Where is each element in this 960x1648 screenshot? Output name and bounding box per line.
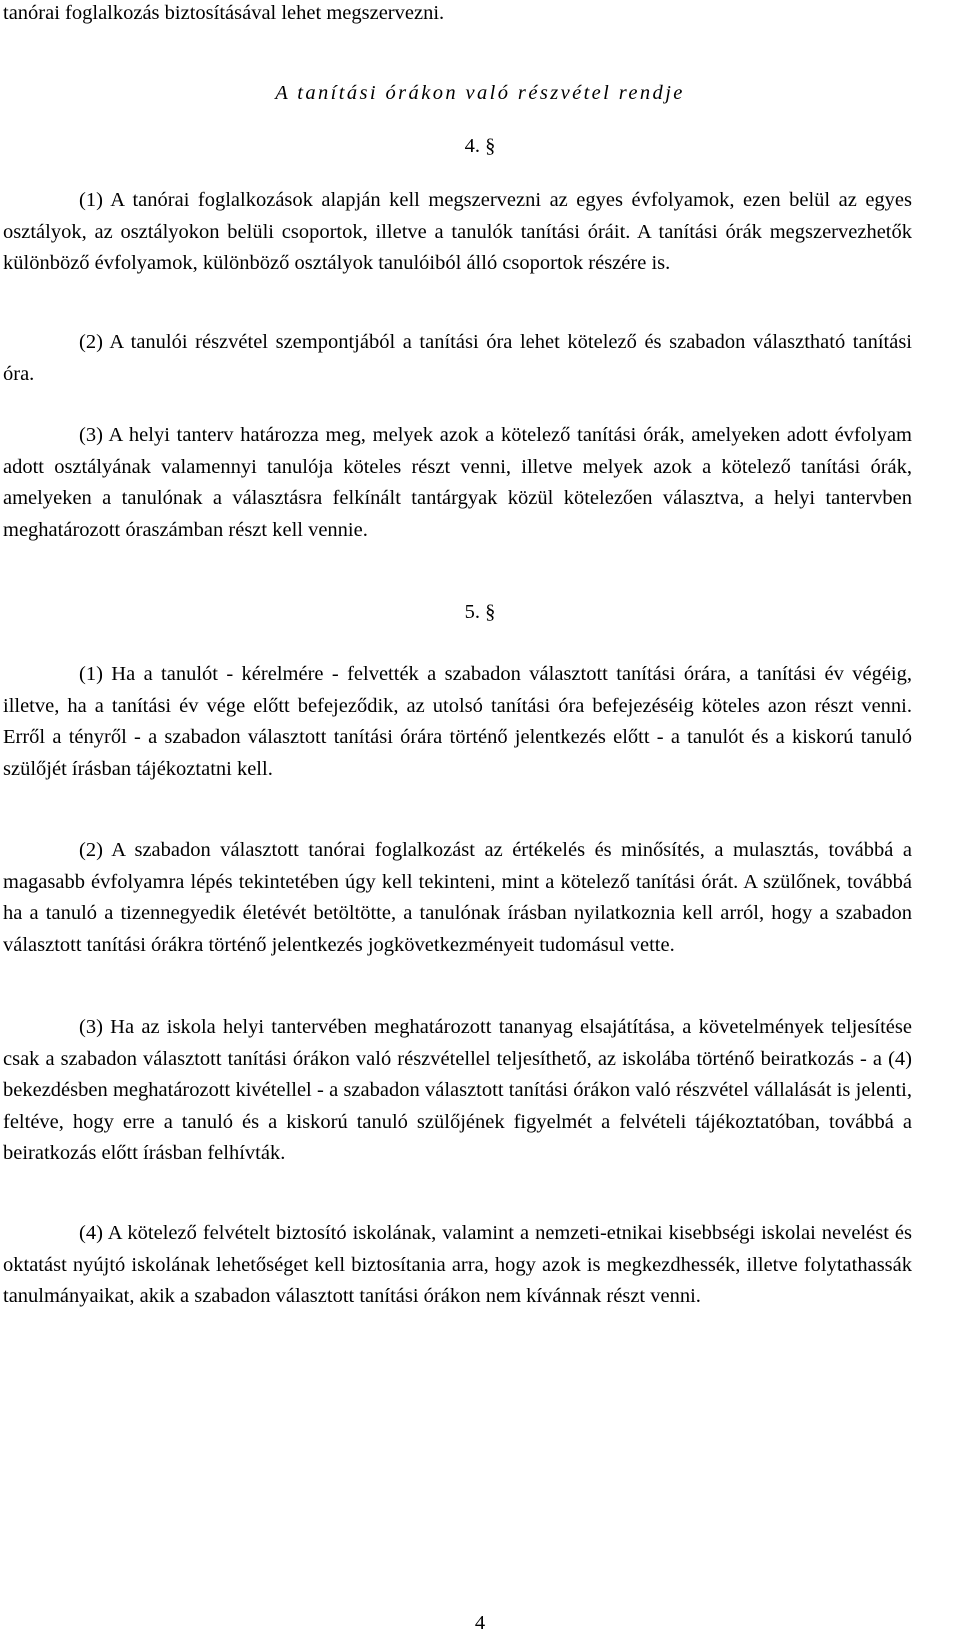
section-4-paragraph-1-text: (1) A tanórai foglalkozások alapján kell megszervezni az egyes évfolyamok, ezen belül az egyes osztályok, az osztályokon belüli csoportok, illetve a tanulók tanítási óráit. A tanítási órák megszervezhetők különböző évfolyamok, különböző osztályok tanulóiból álló csoportok részére is. [3, 189, 912, 274]
lead-text: tanórai foglalkozás biztosításával lehet megszervezni. [3, 2, 445, 24]
section-4-paragraph-2 [3, 327, 912, 390]
section-4-paragraph-3-text: (3) A helyi tanterv határozza meg, melyek azok a kötelező tanítási órák, amelyeken adott évfolyam adott osztályának valamennyi tanulója köteles részt venni, illetve melyek azok a kötelező tanítási órák, amelyeken a tanulónak a választásra felkínált tantárgyak közül kötelezően választva, a helyi tantervben meghatározott óraszámban részt kell vennie. [3, 424, 912, 541]
section-4-paragraph-2-text: (2) A tanulói részvétel szempontjából a tanítási óra lehet kötelező és szabadon választható tanítási óra. [3, 331, 912, 385]
section-5-paragraph-3-text: (3) Ha az iskola helyi tantervében meghatározott tananyag elsajátítása, a követelmények teljesítése csak a szabadon választott tanítási órákon való részvétellel teljesíthető, az iskolába történő beiratkozás - a (4) bekezdésben meghatározott kivétellel - a szabadon választott tanítási órákon való részvétel vállalását is jelenti, feltéve, hogy erre a tanuló és a kiskorú tanuló szülőjének figyelmét a felvételi tájékoztatóban, továbbá a beiratkozás előtt írásban felhívták. [3, 1016, 912, 1164]
section-5-paragraph-2-text: (2) A szabadon választott tanórai foglalkozást az értékelés és minősítés, a mulasztás, továbbá a magasabb évfolyamra lépés tekintetében úgy kell tekinteni, mint a kötelező tanítási órát. A szülőnek, továbbá ha a tanuló a tizennegyedik életévét betöltötte, a tanulónak írásban nyilatkoznia kell arról, hogy a szabadon választott tanítási órákra történő jelentkezés jogkövetkezményeit tudomásul vette. [3, 839, 912, 956]
section-4-paragraph-3 [3, 420, 912, 546]
section-5-paragraph-1 [3, 659, 912, 785]
section-title: A tanítási órákon való részvétel rendje [275, 82, 685, 104]
section-5-paragraph-1-text: (1) Ha a tanulót - kérelmére - felvették a szabadon választott tanítási órára, a tanítási év végéig, illetve, ha a tanítási év vége előtt befejeződik, az utolsó tanítási óra befejezéséig köteles azon részt venni. Erről a tényről - a szabadon választott tanítási órára történő jelentkezés előtt - a tanulót és a kiskorú tanuló szülőjét írásban tájékoztatni kell. [3, 663, 912, 780]
section-4-paragraph-1 [3, 185, 912, 280]
section-5-paragraph-2 [3, 835, 912, 961]
section-4-number: 4. § [464, 135, 496, 157]
page-number: 4 [474, 1612, 486, 1634]
section-5-paragraph-4-text: (4) A kötelező felvételt biztosító iskolának, valamint a nemzeti-etnikai kisebbségi iskolai nevelést és oktatást nyújtó iskolának lehetőséget kell biztosítania arra, hogy azok is megkezdhessék, illetve folytathassák tanulmányaikat, akik a szabadon választott tanítási órákon nem kívánnak részt venni. [3, 1222, 912, 1307]
section-5-paragraph-3 [3, 1012, 912, 1170]
section-5-number: 5. § [464, 601, 496, 623]
section-5-paragraph-4 [3, 1218, 912, 1313]
